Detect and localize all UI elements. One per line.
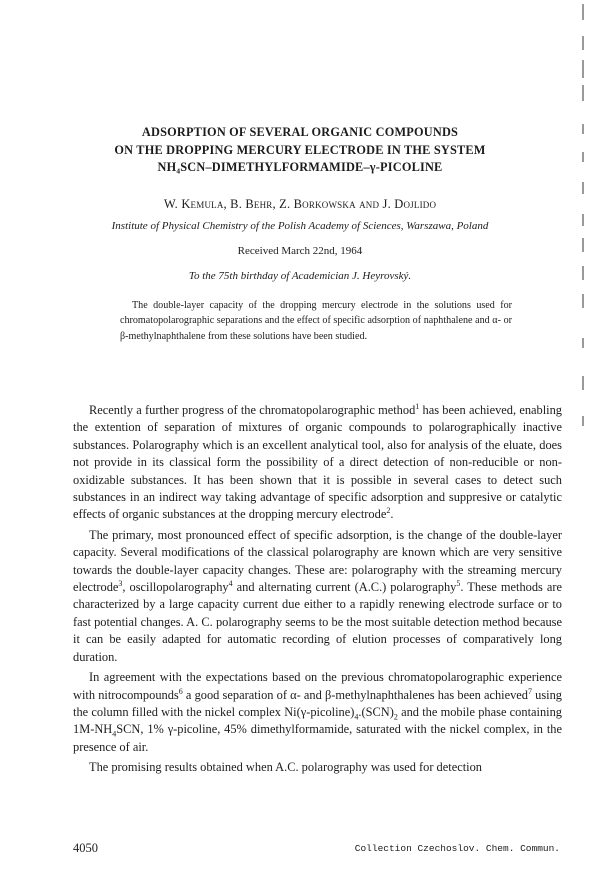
reference-mark: 5 [456,578,461,588]
reference-mark: 1 [415,401,420,411]
reference-mark: 4 [228,578,233,588]
received-date: Received March 22nd, 1964 [237,245,363,257]
subscript: 2 [393,712,398,722]
reference-mark: 3 [118,578,123,588]
margin-mark [582,60,584,78]
text-run: In agreement with the expectations based on the previous chromatopolarographic experience with nitrocompounds [73,670,562,702]
abstract: The double-layer capacity of the dropping mercury electrode in the solutions used for chromatopolarographic separations and the effect of specific adsorption of naphthalene and α- or β-methylnaphthalene from these solutions have been studied. [120,300,512,342]
paragraph: The promising results obtained when A.C. polarography was used for detection [89,760,482,775]
text-run: has been achieved, enabling the extention of separation of mixtures of organic compounds to polarographically inactive substances. Polarography which is an excellent analytical tool, also for analysis of the eluate, does not provide in its classical form the possibility of a direct detection of non-reducible or non-oxidizable substances. It has been shown that it is possible in several cases to detect such substances in an indirect way taking advantage of specific adsorption and suppresive or catalytic effects of organic substances at the dropping mercury electrode [73,403,562,522]
margin-mark [582,4,584,20]
journal-name: Collection Czechoslov. Chem. Commun. [354,843,560,854]
title-line: ON THE DROPPING MERCURY ELECTRODE IN THE SYSTEM [114,142,486,157]
text-run: . [390,507,394,522]
subscript: 4 [112,729,117,739]
reference-mark: 7 [527,686,532,696]
body-text [73,402,562,780]
dedication: To the 75th birthday of Academician J. Heyrovský. [188,270,412,282]
authors: W. Kemula, B. Behr, Z. Borkowska and J. Dojlido [163,197,437,211]
margin-mark [582,36,584,50]
margin-mark [582,376,584,390]
title-line: ADSORPTION OF SEVERAL ORGANIC COMPOUNDS [141,125,459,139]
text-run: Recently a further progress of the chromatopolarographic method [89,403,416,417]
margin-mark [582,416,584,426]
text-run: a good separation of α- and β-methylnaphthalenes has been achieved [182,687,528,702]
text-run: and the mobile phase containing 1M-NH [73,704,562,737]
text-run: using the column filled with the nickel complex Ni(γ-picoline) [73,687,562,719]
paragraph [73,402,562,524]
title-line: NH₄SCN–DIMETHYLFORMAMIDE–γ-PICOLINE [157,160,443,174]
margin-mark [582,294,584,308]
text-run: SCN, 1% γ-picoline, 45% dimethylformamide, saturated with the nickel complex, in the presence of air. [73,722,562,754]
paragraph [73,669,562,756]
margin-mark [582,338,584,348]
text-run: , oscillopolarography [122,580,229,595]
margin-mark [582,182,584,194]
text-run: .(SCN) [358,704,394,719]
margin-mark [582,85,584,101]
paper-title [0,124,600,177]
paragraph [73,527,562,666]
subscript: 4 [354,712,359,722]
institution: Institute of Physical Chemistry of the Polish Academy of Sciences, Warszawa, Poland [111,220,489,232]
text-run: The primary, most pronounced effect of specific adsorption, is the change of the double-layer capacity. Several modifications of the classical polarography are known which are very sensitive towards the double-layer capacity changes. These are: polarography with the streaming mercury electrode [73,527,562,595]
text-run: . These methods are characterized by a large capacity current due either to a rapidly renewing electrode surface or to fast potential changes. A. C. polarography seems to be the most suitable detection method because it can be easily adapted for automatic recording of elution processes of comparatively long duration. [73,580,562,664]
text-run: and alternating current (A.C.) polarography [232,580,457,595]
reference-mark: 6 [178,686,183,696]
reference-mark: 2 [386,506,391,516]
page-number: 4050 [73,841,98,855]
